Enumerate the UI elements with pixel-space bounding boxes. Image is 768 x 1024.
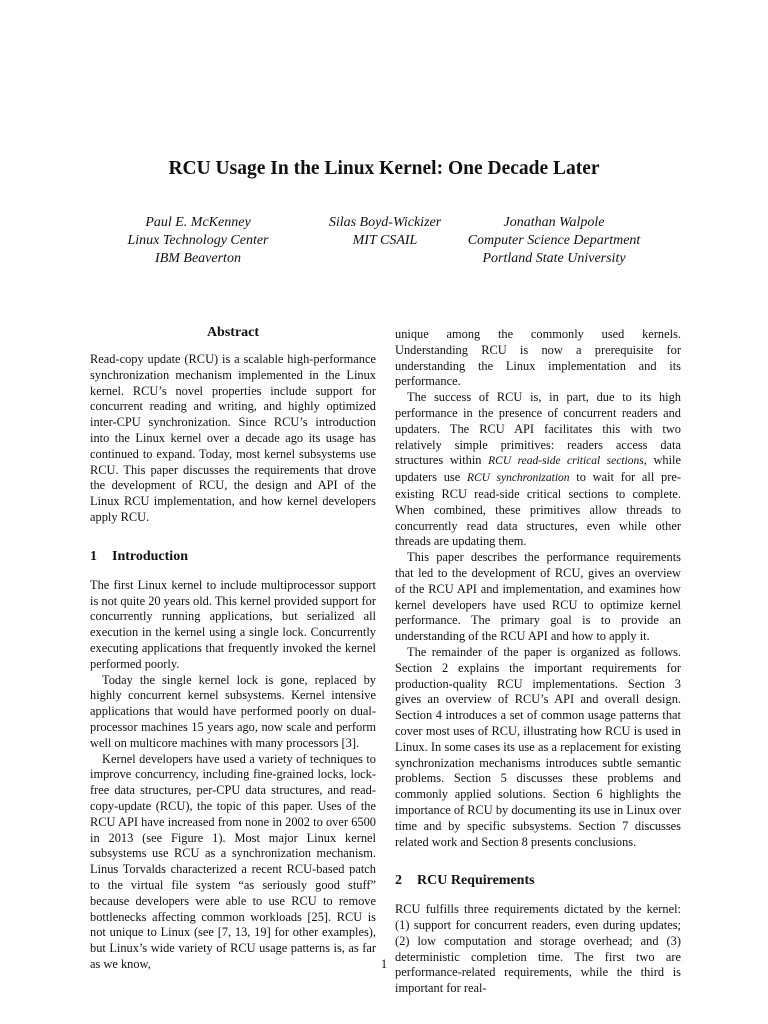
term-rcu-synchronization: RCU synchronization bbox=[466, 472, 570, 485]
intro-paragraph-3: Kernel developers have used a variety of techniques to improve concurrency, including fine-grained locks, lock-free data structures, per-CPU data structures, and read-copy-update (RCU), the topic of this paper. Uses of the RCU API have increased from none in 2002 to over 6500 in 2013 (see Figure 1). Most major Linux kernel subsystems use RCU as a synchronization mechanism. Linus Torvalds characterized a recent RCU-based patch to the virtual file system “as seriously good stuff” because developers were able to use RCU to remove bottlenecks affecting common workloads [25]. RCU is not unique to Linux (see [7, 13, 19] for other examples), but Linux’s wide variety of RCU usage patterns is, as far as we know, bbox=[90, 751, 376, 971]
intro-paragraph-2: Today the single kernel lock is gone, replaced by highly concurrent kernel subsystems. Kernel intensive applications that would have performed poorly on dual-processor machines 15 years ago, now scale and perform well on multicore machines with many processors [3]. bbox=[90, 672, 376, 750]
section-title: RCU Requirements bbox=[417, 873, 535, 889]
author-block-2 bbox=[298, 214, 472, 250]
page-number: 1 bbox=[380, 957, 388, 971]
paragraph-text: to wait for all pre-existing RCU read-side critical sections to complete. When combined, these primitives allow threads to concurrently read data structures, even while other threads are updating them. bbox=[395, 470, 681, 549]
author-name: Paul E. McKenney bbox=[145, 215, 251, 230]
section-heading-introduction bbox=[90, 548, 376, 566]
right-column bbox=[395, 327, 681, 997]
left-column bbox=[90, 324, 376, 973]
author-affiliation: Linux Technology Center bbox=[127, 233, 269, 248]
intro-paragraph-6: The remainder of the paper is organized as follows. Section 2 explains the important requirements for production-quality RCU implementations. Section 3 gives an overview of RCU’s API and overall design. Section 4 introduces a set of common usage patterns that cover most uses of RCU, illustrating how RCU is used in Linux. In some cases its use as a replacement for existing synchronization mechanisms introduces subtle semantic problems. Section 5 discusses these problems and commonly applied solutions. Section 6 highlights the importance of RCU by documenting its use in Linux over time and by specific subsystems. Section 7 discusses related work and Section 8 presents conclusions. bbox=[395, 644, 681, 849]
requirements-paragraph-1: RCU fulfills three requirements dictated by the kernel: (1) support for concurrent readers, even during updates; (2) low computation and storage overhead; and (3) deterministic completion time. The first two are performance-related requirements, while the third is important for real- bbox=[395, 902, 681, 996]
author-affiliation: MIT CSAIL bbox=[352, 233, 418, 248]
section-number: 1 bbox=[90, 548, 97, 564]
paragraph-text: , while updaters use bbox=[395, 453, 681, 485]
intro-paragraph-3-continued: unique among the commonly used kernels. Understanding RCU is now a prerequisite for understanding the Linux implementation and its performance. bbox=[395, 327, 681, 389]
intro-paragraph-5: This paper describes the performance requirements that led to the development of RCU, gives an overview of the RCU API and implementation, and examines how kernel developers have used RCU to optimize kernel performance. The primary goal is to provide an understanding of the RCU API and how to apply it. bbox=[395, 550, 681, 644]
abstract-text: Read-copy update (RCU) is a scalable high-performance synchronization mechanism implemented in the Linux kernel. RCU’s novel properties include support for concurrent reading and writing, and highly optimized inter-CPU synchronization. Since RCU’s introduction into the Linux kernel over a decade ago its usage has continued to expand. Today, most kernel subsystems use RCU. This paper discusses the requirements that drove the development of RCU, the design and API of the Linux RCU implementation, and how kernel developers apply RCU. bbox=[90, 352, 376, 524]
paper-title: RCU Usage In the Linux Kernel: One Decade Later bbox=[168, 158, 600, 179]
term-read-side-critical-sections: RCU read-side critical sections bbox=[488, 455, 644, 468]
section-title: Introduction bbox=[112, 548, 188, 564]
paragraph-text: The success of RCU is, in part, due to its high performance in the presence of concurrent readers and updaters. The RCU API facilitates this with two relatively simple primitives: readers access data structures within bbox=[395, 390, 681, 468]
author-location: Portland State University bbox=[482, 251, 626, 266]
section-number: 2 bbox=[395, 873, 402, 889]
intro-paragraph-1: The first Linux kernel to include multiprocessor support is not quite 20 years old. This kernel provided support for concurrently running applications, but serialized all execution in the kernel using a single lock. Concurrently executing applications that frequently invoked the kernel performed poorly. bbox=[90, 577, 376, 671]
abstract-heading: Abstract bbox=[206, 325, 260, 340]
author-affiliation: Computer Science Department bbox=[467, 233, 641, 248]
author-block-1 bbox=[105, 214, 291, 268]
author-name: Silas Boyd-Wickizer bbox=[328, 215, 442, 230]
author-block-3 bbox=[452, 214, 656, 268]
intro-paragraph-4 bbox=[395, 390, 681, 550]
section-heading-rcu-requirements bbox=[395, 872, 681, 890]
author-name: Jonathan Walpole bbox=[503, 215, 605, 230]
author-location: IBM Beaverton bbox=[155, 251, 241, 266]
